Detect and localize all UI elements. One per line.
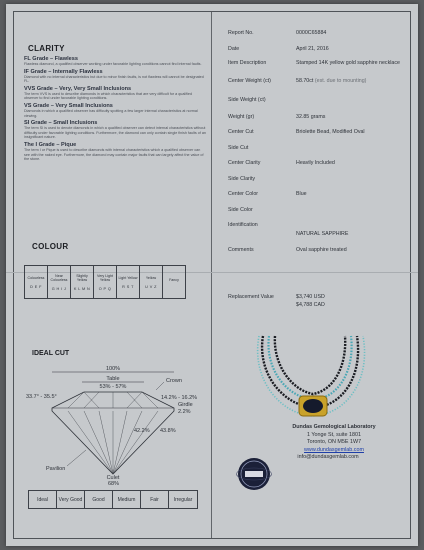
table-label: Table xyxy=(106,376,120,382)
center-weight-note: (est. due to mounting) xyxy=(314,78,367,84)
diamond-diagram xyxy=(24,362,204,482)
clarity-grade xyxy=(24,142,206,162)
colour-cell-letters: R S T xyxy=(122,284,134,289)
report-value: NATURAL SAPPHIRE xyxy=(296,231,349,237)
crown-leader xyxy=(156,382,164,390)
report-value: 32.85 grams xyxy=(296,114,326,120)
center-weight-value: 58.70ct xyxy=(296,78,314,84)
report-value: Heavily Included xyxy=(296,160,335,166)
pavilion-pct-label: 42.2% xyxy=(134,428,150,434)
report-value: Briolette Bead, Modified Oval xyxy=(296,129,365,135)
lab-email[interactable]: info@dundasgemlab.com xyxy=(297,454,359,461)
report-key: Replacement Value xyxy=(228,294,274,300)
girdle-label: Girdle xyxy=(178,402,193,408)
colour-cell-name: Near Colourless xyxy=(50,273,68,282)
report-key: Side Color xyxy=(228,207,253,213)
colour-cell xyxy=(94,266,117,299)
clarity-grade xyxy=(24,56,206,67)
report-key: Report No. xyxy=(228,30,254,36)
colour-cell-letters: O P Q xyxy=(98,286,112,291)
girdle-pct-label: 2.2% xyxy=(178,409,191,415)
colour-title: COLOUR xyxy=(32,242,69,251)
ideal-cut-title: IDEAL CUT xyxy=(32,350,70,357)
clarity-grade xyxy=(24,69,206,84)
lab-address-line2: Toronto, ON M5E 1W7 xyxy=(306,439,362,446)
grade-name: SI Grade – Small Inclusions xyxy=(24,120,98,127)
report-value: Oval sapphire treated xyxy=(296,247,347,253)
cut-grade-cell: Fair xyxy=(141,491,169,509)
colour-scale-table xyxy=(24,265,186,299)
center-divider xyxy=(211,12,212,538)
report-key: Date xyxy=(228,46,240,52)
colour-cell xyxy=(25,266,48,299)
colour-cell-name: Colourless xyxy=(27,275,45,280)
grade-desc: The term VVS is used to describe diamonds in which characteristics that are very difficult for a qualified observer to find under favorable lighting conditions. xyxy=(24,91,192,101)
culet-pct-label: 68% xyxy=(108,481,120,487)
appraisal-sheet xyxy=(6,4,418,546)
cut-grade-cell: Very Good xyxy=(57,491,85,509)
report-value: $4,788 CAD xyxy=(296,302,325,308)
report-key: Comments xyxy=(228,247,254,253)
pavilion-leader xyxy=(67,450,86,466)
report-value: April 21, 2016 xyxy=(296,46,329,52)
report-key: Weight (gr) xyxy=(228,114,255,120)
grade-name: IF Grade – Internally Flawless xyxy=(24,68,103,75)
report-key: Side Clarity xyxy=(228,176,256,182)
report-key: Center Cut xyxy=(228,129,254,135)
report-value: $3,740 USD xyxy=(296,294,325,300)
report-key: Item Description xyxy=(228,60,267,66)
clarity-grade xyxy=(24,86,206,101)
report-key: Center Clarity xyxy=(228,160,261,166)
report-key: Side Weight (ct) xyxy=(228,97,266,103)
colour-cell-letters: K L M N xyxy=(73,286,91,291)
colour-cell-name: Light Yellow xyxy=(118,275,138,280)
lab-address-line1: 1 Yonge St, suite 1801 xyxy=(307,431,361,438)
clarity-grade xyxy=(24,103,206,118)
grade-desc: The term I or Pique is used to describe diamonds with internal characteristics which a qualified observer can see with the naked eye. Furthermore, the diamond may contain major faults that can largely affect the value of the stone. xyxy=(24,147,204,162)
grade-name: VVS Grade – Very, Very Small Inclusions xyxy=(24,85,132,92)
colour-cell xyxy=(71,266,94,299)
cut-grade-cell: Ideal xyxy=(29,491,57,509)
cut-grade-table xyxy=(28,490,198,509)
grade-name: The I Grade – Pique xyxy=(24,141,77,148)
colour-cell-letters: U V Z xyxy=(145,284,157,289)
lab-info xyxy=(264,424,404,462)
report-value xyxy=(296,78,416,85)
report-value: Blue xyxy=(296,191,307,197)
colour-cell-name: Very Light Yellow xyxy=(97,273,113,282)
grade-desc: Diamonds in which a qualified observer has difficulty spotting a few larger internal characteristics at normal viewing. xyxy=(24,108,198,118)
grade-name: FL Grade – Flawless xyxy=(24,56,78,62)
colour-cell xyxy=(48,266,71,299)
lab-name: Dundas Gemological Laboratory xyxy=(292,424,376,430)
total-width-label: 100% xyxy=(105,366,121,372)
colour-cell-letters: D E F xyxy=(30,284,42,289)
report-key: Center Color xyxy=(228,191,259,197)
colour-cell xyxy=(117,266,140,299)
report-key: Identification xyxy=(228,222,258,228)
crown-label: Crown xyxy=(166,378,182,384)
cut-grade-cell: Irregular xyxy=(169,491,198,509)
clarity-section xyxy=(24,44,206,162)
clarity-title: CLARITY xyxy=(28,44,65,53)
crown-angle-label: 33.7° - 35.5° xyxy=(26,394,57,400)
table-range-label: 53% - 57% xyxy=(99,384,127,390)
colour-cell-letters: G H I J xyxy=(51,286,67,291)
grade-name: VS Grade – Very Small Inclusions xyxy=(24,102,113,109)
crown-pct-label: 14.2% - 16.2% xyxy=(161,395,198,401)
grade-desc: Flawless diamond, a qualified observer working under favorable lighting conditions cannot find internal faults. xyxy=(24,62,202,66)
grade-desc: Diamond with no internal characteristics but due to minor finish faults, is not flawless will cannot be designated FL. xyxy=(24,74,204,84)
colour-cell-name: Fancy xyxy=(169,277,179,282)
lab-website-link[interactable]: www.dundasgemlab.com xyxy=(304,446,364,453)
report-key: Center Weight (ct) xyxy=(228,78,271,84)
colour-cell-name: Slightly Yellow xyxy=(76,273,88,282)
report-value: Stamped 14K yellow gold sapphire necklace xyxy=(296,60,400,66)
report-key: Side Cut xyxy=(228,145,249,151)
colour-cell-name: Yellow xyxy=(145,275,157,280)
pavilion-label: Pavilion xyxy=(46,466,66,472)
cut-grade-cell: Medium xyxy=(113,491,141,509)
culet-label: Culet xyxy=(106,475,120,481)
clarity-grade xyxy=(24,120,206,140)
necklace-image xyxy=(251,332,371,422)
colour-cell xyxy=(163,266,186,299)
grade-desc: The term SI is used to denote diamonds in which a qualified observer can detect internal characteristics without difficulty under favorable lighting conditions. Furthermore, the diamond can only contain single finish faults of an insignificant nature. xyxy=(24,126,206,140)
report-value: 0000C65884 xyxy=(296,30,327,36)
colour-cell xyxy=(140,266,163,299)
depth-pct-label: 43.8% xyxy=(160,428,176,434)
cut-grade-cell: Good xyxy=(85,491,113,509)
